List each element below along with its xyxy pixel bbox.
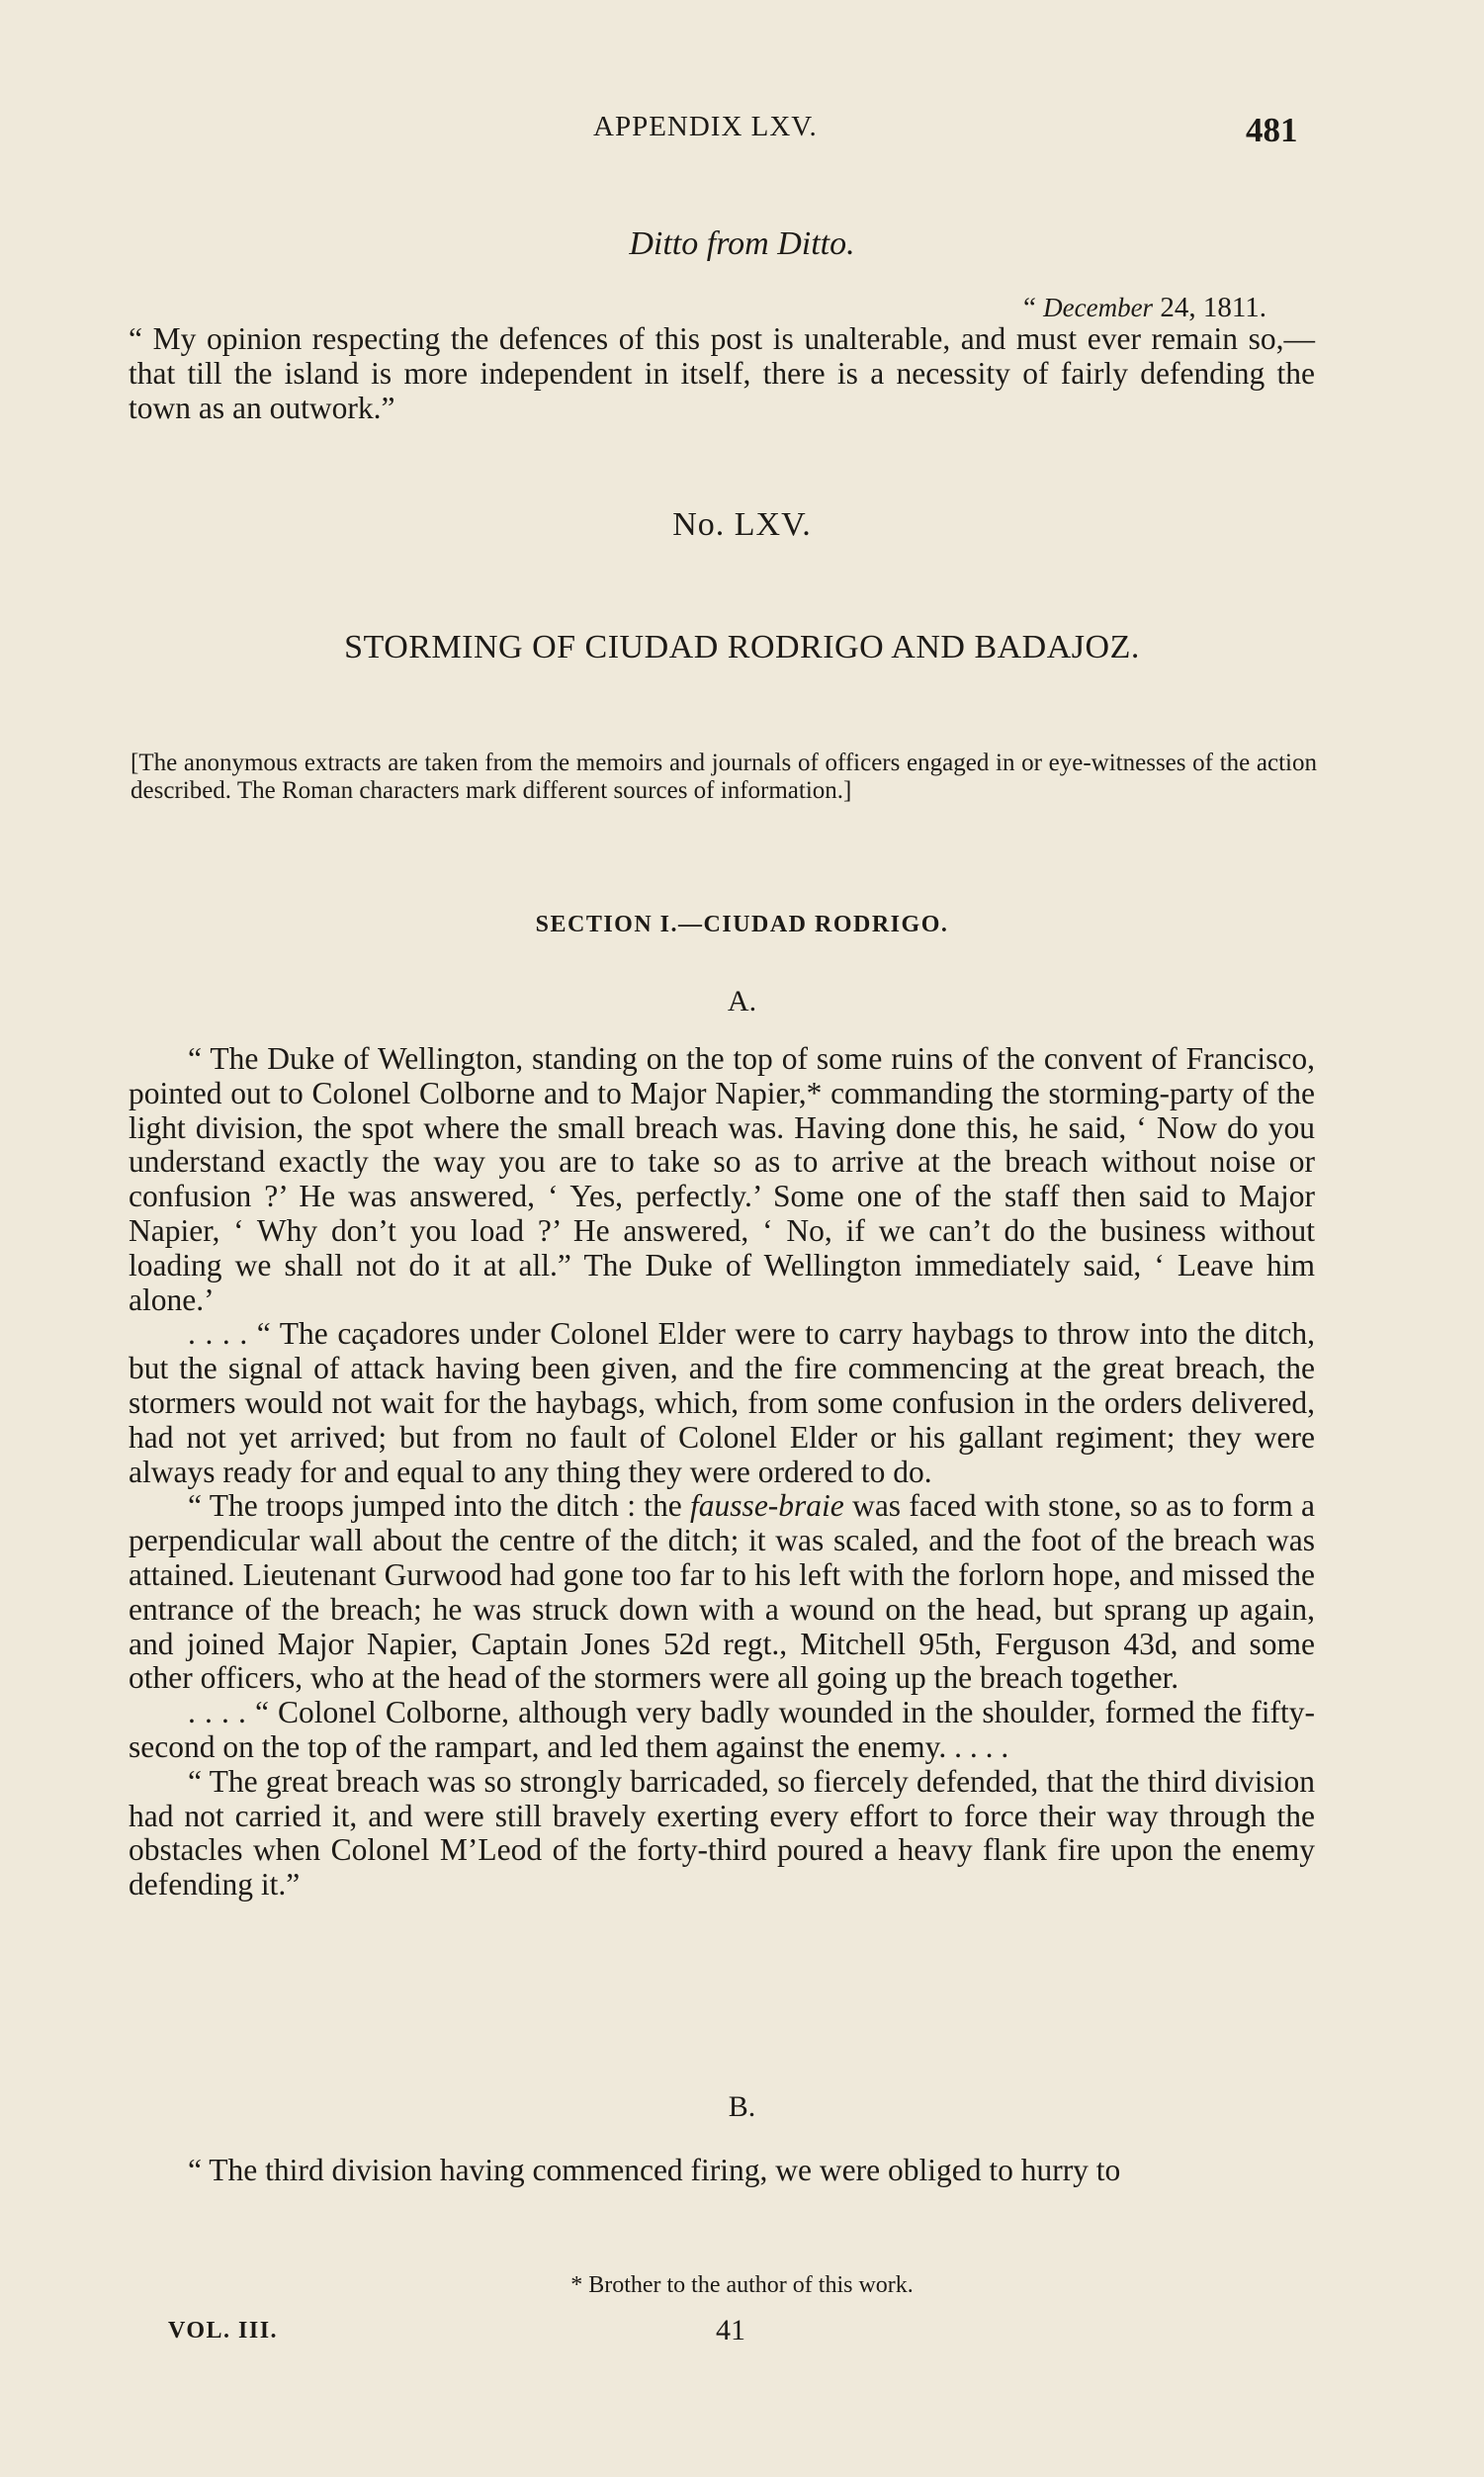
section-marker-b: B. [728,2090,756,2123]
signature-volume: VOL. III. [168,2318,279,2344]
main-title: STORMING OF CIUDAD RODRIGO AND BADAJOZ. [344,629,1140,665]
running-head: APPENDIX LXV. [593,111,818,142]
paragraph-text: “ The troops jumped into the ditch : the [188,1488,691,1524]
section-b-text: “ The third division having commenced firing, we were obliged to hurry to [188,2153,1121,2187]
page-number: 481 [1246,111,1298,149]
section-marker-a: A. [727,985,757,1017]
paragraph: . . . . “ The caçadores under Colonel Elder were to carry haybags to throw into the ditch, but the signal of attack having been given, and the fire commencing at the great breach, the stormers would not wait for the haybags, which, from some confusion in the orders delivered, had not yet arrived; but from no fault of Colonel Elder or his gallant regiment; they were always ready for and equal to any thing they were ordered to do. [129,1316,1315,1489]
signature-number: 41 [716,2314,745,2346]
letter-paragraph: “ My opinion respecting the defences of this post is unalterable, and must ever remain so,—that till the island is more independent in itself, there is a necessity of fairly defending the town as an outwork.” [129,321,1315,425]
paragraph: “ The Duke of Wellington, standing on the top of some ruins of the convent of Francisco, pointed out to Colonel Colborne and to Major Napier,* commanding the storming-party of the light division, the spot where the small breach was. Having done this, he said, ‘ Now do you understand exactly the way you are to take so as to arrive at the breach without noise or confusion ?’ He was answered, ‘ Yes, perfectly.’ Some one of the staff then said to Major Napier, ‘ Why don’t you load ?’ He answered, ‘ No, if we can’t do the business without loading we shall not do it at all.” The Duke of Wellington immediately said, ‘ Leave him alone.’ [129,1041,1315,1317]
letter-date [1023,292,1266,324]
date-month: December [1043,293,1154,322]
editorial-note: [The anonymous extracts are taken from the memoirs and journals of officers engaged in or eye-witnesses of the action described. The Roman characters mark different sources of information.] [131,750,1317,804]
appendix-number: No. LXV. [672,506,812,543]
paragraph [129,1489,1315,1696]
date-rest: 24, 1811. [1153,292,1267,323]
italic-term: fausse-braie [690,1488,844,1524]
date-open-quote: “ [1023,292,1044,323]
section-a-text [129,1042,1315,1902]
subheading: Ditto from Ditto. [629,225,855,262]
paragraph: . . . . “ Colonel Colborne, although very badly wounded in the shoulder, formed the fifty-second on the top of the rampart, and led them against the enemy. . . . . [129,1695,1315,1764]
section-heading: SECTION I.—CIUDAD RODRIGO. [535,912,949,937]
paragraph-text: was faced with stone, so as to form a perpendicular wall about the centre of the ditch; it was scaled, and the foot of the breach was attained. Lieutenant Gurwood had gone too far to his left with the forlorn hope, and missed the entrance of the breach; he was struck down with a wound on the head, but sprang up again, and joined Major Napier, Captain Jones 52d regt., Mitchell 95th, Ferguson 43d, and some other officers, who at the head of the stormers were all going up the breach together. [129,1488,1315,1696]
footnote: * Brother to the author of this work. [570,2272,914,2298]
paragraph: “ The great breach was so strongly barricaded, so fiercely defended, that the third division had not carried it, and were still bravely exerting every effort to force their way through the obstacles when Colonel M’Leod of the forty-third poured a heavy flank fire upon the enemy defending it.” [129,1763,1315,1902]
